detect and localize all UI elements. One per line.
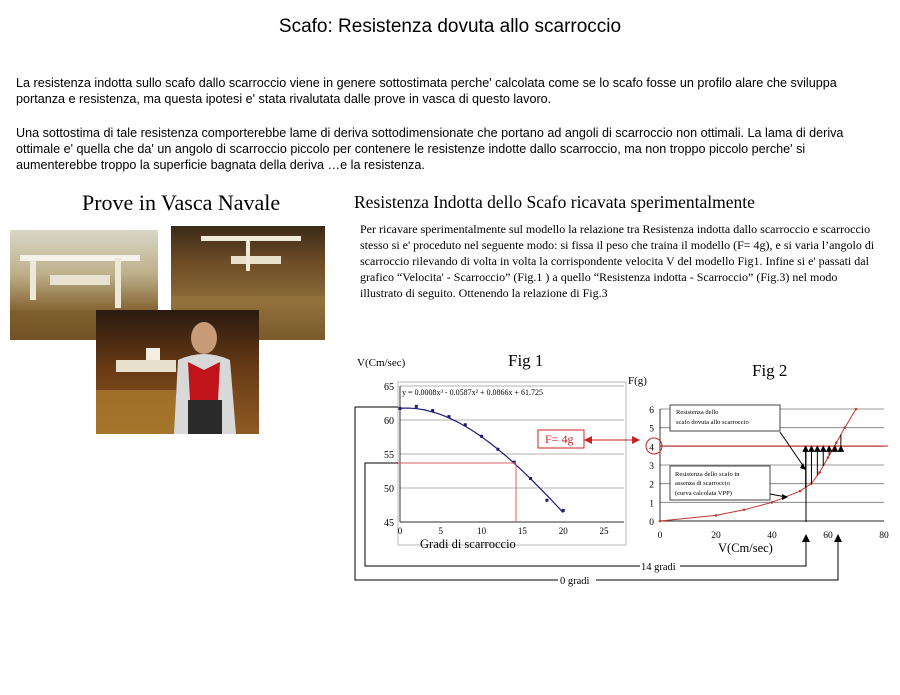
fig2-ytick: 6 xyxy=(649,406,654,416)
fig1-xtick: 0 xyxy=(397,526,403,536)
fig2-ytick: 3 xyxy=(649,462,654,472)
fig2-point xyxy=(771,501,774,504)
fig2-ytick: 2 xyxy=(649,480,654,491)
fig2-point xyxy=(659,520,662,523)
fig2-xtick: 40 xyxy=(767,531,777,541)
fig2-xtick: 20 xyxy=(711,531,721,541)
left-heading: Prove in Vasca Navale xyxy=(82,190,281,215)
second-paragraph: Una sottostima di tale resistenza comporterebbe lame di deriva sottodimensionate che portano ad angoli di scarroccio non ottimali. La lama di deriva ottimale e' quella che da' un angolo di scarroccio piccolo per contenere le resistenze indotte dallo scarroccio, ma non troppo piccolo perche' si aumenterebbe troppo la superficie bagnata della deriva …e la resistenza. xyxy=(16,126,844,172)
fig1-ytick: 50 xyxy=(384,484,394,495)
fig2-box1-line2: scafo dovuta allo scarroccio xyxy=(676,419,749,426)
fig2-point xyxy=(743,509,746,512)
fig1-ylabel: V(Cm/sec) xyxy=(357,357,406,369)
page-title: Scafo: Resistenza dovuta allo scarroccio xyxy=(278,16,622,37)
fig2-ytick: 4 xyxy=(649,443,654,454)
fig1-xtick: 25 xyxy=(599,526,609,536)
fig1-xtick: 15 xyxy=(517,526,527,536)
fig2-box2-line3: (curva calcolata VPP) xyxy=(675,490,732,497)
fig1-xtick: 20 xyxy=(558,526,568,536)
fig2-point xyxy=(835,441,838,444)
fig1-ytick: 65 xyxy=(384,382,394,393)
fig1-xtick: 5 xyxy=(438,526,444,536)
fig2-ytick: 1 xyxy=(649,499,654,510)
fig2-box2-line2: assenza di scarroccio xyxy=(675,480,730,487)
fig2-xtick: 80 xyxy=(879,531,889,541)
fig2-box1-line1: Resistenza dello xyxy=(676,409,719,416)
intro-paragraph: La resistenza indotta sullo scafo dallo scarroccio viene in genere sottostimata perche' calcolata come se lo scafo fosse un profilo alare che sviluppa portanza e resistenza, ma questa ipotesi e' stata rivalutata dalle prove in vasca di questo lavoro. xyxy=(16,76,837,106)
fig2-point xyxy=(844,426,847,429)
fig2-ylabel: F(g) xyxy=(628,375,647,387)
fig1-point xyxy=(415,405,418,408)
fig2-point xyxy=(715,514,718,517)
fig2-label: Fig 2 xyxy=(752,361,788,380)
label-0-gradi: 0 gradi xyxy=(560,576,590,587)
fig1-ytick: 60 xyxy=(384,416,394,427)
fig1-ytick: 45 xyxy=(384,518,394,529)
fig1-point xyxy=(545,499,548,502)
force-annotation: F= 4g xyxy=(545,432,574,446)
fig2-xlabel: V(Cm/sec) xyxy=(718,541,773,555)
fig1-label: Fig 1 xyxy=(508,351,544,370)
fig1-equation: y = 0.0008x³ - 0.0587x² + 0.0866x + 61.725 xyxy=(402,388,543,397)
fig1-xtick: 10 xyxy=(477,526,487,536)
label-14-gradi: 14 gradi xyxy=(641,562,676,573)
fig1-xlabel: Gradi di scarroccio xyxy=(420,537,516,551)
right-body-text: Per ricavare sperimentalmente sul modello la relazione tra Resistenza indotta dallo scarroccio e scarroccio stesso si e' proceduto nel seguente modo: si fissa il peso che traina il modello (F= 4g), e si varia l’angolo di scarroccio rilevando di volta in volta la corrispondente velocita V del modello Fig1. Infine si e' passati dal grafico “Velocita' - Scarroccio” (Fig.1 ) a quello “Resistenza indotta - Scarroccio” (Fig.3) nel modo illustrato di seguito. Ottenendo la relazione di Fig.3 xyxy=(360,222,875,300)
fig2-ytick: 5 xyxy=(649,424,654,435)
fig2-point xyxy=(855,408,858,411)
fig2-point xyxy=(818,471,821,474)
fig2-xtick: 0 xyxy=(657,531,663,541)
fig2-point xyxy=(799,490,802,493)
right-heading: Resistenza Indotta dello Scafo ricavata sperimentalmente xyxy=(354,192,755,212)
fig2-box2-line1: Resistenza dello scafo in xyxy=(675,471,740,478)
fig2-xtick: 60 xyxy=(823,531,833,541)
fig2-ytick: 0 xyxy=(649,518,654,528)
fig2-point xyxy=(827,456,830,459)
fig1-ytick: 55 xyxy=(384,450,394,461)
